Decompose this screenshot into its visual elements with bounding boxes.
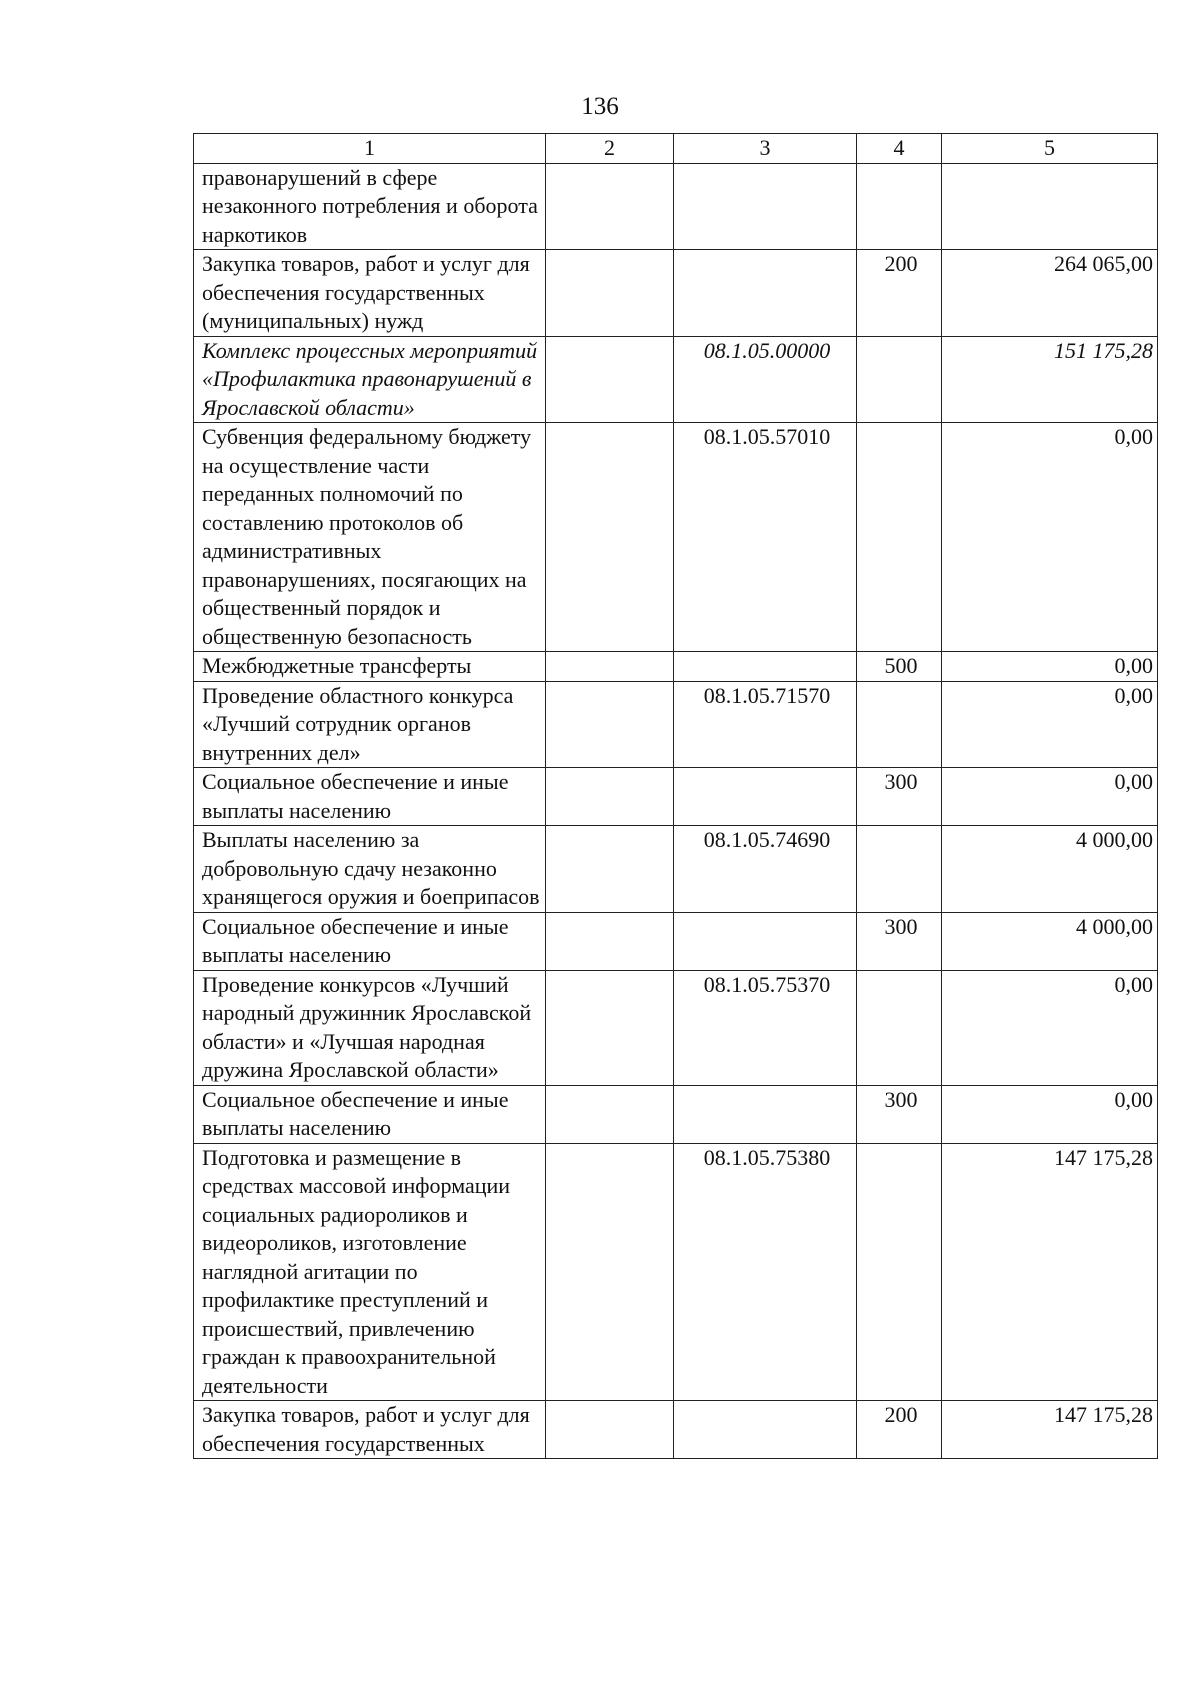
column-2-cell (546, 826, 674, 913)
header-cell: 5 (942, 134, 1158, 164)
amount: 147 175,28 (942, 1401, 1158, 1459)
expense-type-code: 300 (857, 768, 942, 826)
item-name: Социальное обеспечение и иные выплаты населению (194, 1085, 546, 1143)
item-name: Выплаты населению за добровольную сдачу незаконно хранящегося оружия и боеприпасов (194, 826, 546, 913)
target-article-code (674, 1401, 857, 1459)
item-name: Подготовка и размещение в средствах массовой информации социальных радиороликов и видеороликов, изготовление наглядной агитации по профилактике преступлений и происшествий, привлечению граждан к правоохранительной деятельности (194, 1143, 546, 1401)
header-cell: 4 (857, 134, 942, 164)
amount: 4 000,00 (942, 826, 1158, 913)
target-article-code (674, 163, 857, 250)
amount: 151 175,28 (942, 336, 1158, 423)
amount: 0,00 (942, 1085, 1158, 1143)
column-2-cell (546, 1143, 674, 1401)
item-name: Социальное обеспечение и иные выплаты населению (194, 912, 546, 970)
expense-type-code: 500 (857, 652, 942, 682)
expense-type-code (857, 681, 942, 768)
column-2-cell (546, 163, 674, 250)
amount: 0,00 (942, 681, 1158, 768)
table-row (194, 912, 1158, 970)
target-article-code (674, 250, 857, 337)
item-name: Субвенция федеральному бюджету на осуществление части переданных полномочий по составлению протоколов об административных правонарушениях, посягающих на общественный порядок и общественную безопасность (194, 423, 546, 652)
budget-table (193, 133, 1158, 1459)
table-row-program (194, 336, 1158, 423)
column-2-cell (546, 423, 674, 652)
column-2-cell (546, 652, 674, 682)
column-2-cell (546, 250, 674, 337)
amount: 0,00 (942, 768, 1158, 826)
item-name: Комплекс процессных мероприятий «Профилактика правонарушений в Ярославской области» (194, 336, 546, 423)
amount: 264 065,00 (942, 250, 1158, 337)
item-name: Межбюджетные трансферты (194, 652, 546, 682)
table-row (194, 652, 1158, 682)
target-article-code: 08.1.05.75370 (674, 970, 857, 1085)
target-article-code (674, 912, 857, 970)
column-2-cell (546, 970, 674, 1085)
expense-type-code: 300 (857, 912, 942, 970)
item-name: Проведение конкурсов «Лучший народный дружинник Ярославской области» и «Лучшая народная дружина Ярославской области» (194, 970, 546, 1085)
table-header-row (194, 134, 1158, 164)
header-cell: 2 (546, 134, 674, 164)
amount: 0,00 (942, 423, 1158, 652)
amount: 147 175,28 (942, 1143, 1158, 1401)
table-row (194, 250, 1158, 337)
amount: 0,00 (942, 970, 1158, 1085)
column-2-cell (546, 681, 674, 768)
target-article-code: 08.1.05.57010 (674, 423, 857, 652)
expense-type-code: 200 (857, 1401, 942, 1459)
page-number: 136 (581, 93, 619, 120)
table-row (194, 681, 1158, 768)
table-row (194, 423, 1158, 652)
table-row (194, 970, 1158, 1085)
target-article-code (674, 1085, 857, 1143)
table-row (194, 163, 1158, 250)
expense-type-code: 300 (857, 1085, 942, 1143)
header-cell: 3 (674, 134, 857, 164)
target-article-code: 08.1.05.74690 (674, 826, 857, 913)
expense-type-code (857, 826, 942, 913)
table-row (194, 1401, 1158, 1459)
amount (942, 163, 1158, 250)
header-cell: 1 (194, 134, 546, 164)
expense-type-code (857, 336, 942, 423)
target-article-code: 08.1.05.71570 (674, 681, 857, 768)
item-name: Проведение областного конкурса «Лучший сотрудник органов внутренних дел» (194, 681, 546, 768)
amount: 4 000,00 (942, 912, 1158, 970)
target-article-code: 08.1.05.75380 (674, 1143, 857, 1401)
column-2-cell (546, 912, 674, 970)
column-2-cell (546, 768, 674, 826)
expense-type-code (857, 1143, 942, 1401)
target-article-code (674, 768, 857, 826)
expense-type-code (857, 423, 942, 652)
column-2-cell (546, 1401, 674, 1459)
target-article-code (674, 652, 857, 682)
expense-type-code (857, 970, 942, 1085)
table-row (194, 1143, 1158, 1401)
item-name: Закупка товаров, работ и услуг для обеспечения государственных (194, 1401, 546, 1459)
expense-type-code (857, 163, 942, 250)
amount: 0,00 (942, 652, 1158, 682)
expense-type-code: 200 (857, 250, 942, 337)
item-name: Закупка товаров, работ и услуг для обеспечения государственных (муниципальных) нужд (194, 250, 546, 337)
column-2-cell (546, 336, 674, 423)
table-row (194, 768, 1158, 826)
table-row (194, 1085, 1158, 1143)
column-2-cell (546, 1085, 674, 1143)
item-name: правонарушений в сфере незаконного потребления и оборота наркотиков (194, 163, 546, 250)
item-name: Социальное обеспечение и иные выплаты населению (194, 768, 546, 826)
table-row (194, 826, 1158, 913)
target-article-code: 08.1.05.00000 (674, 336, 857, 423)
